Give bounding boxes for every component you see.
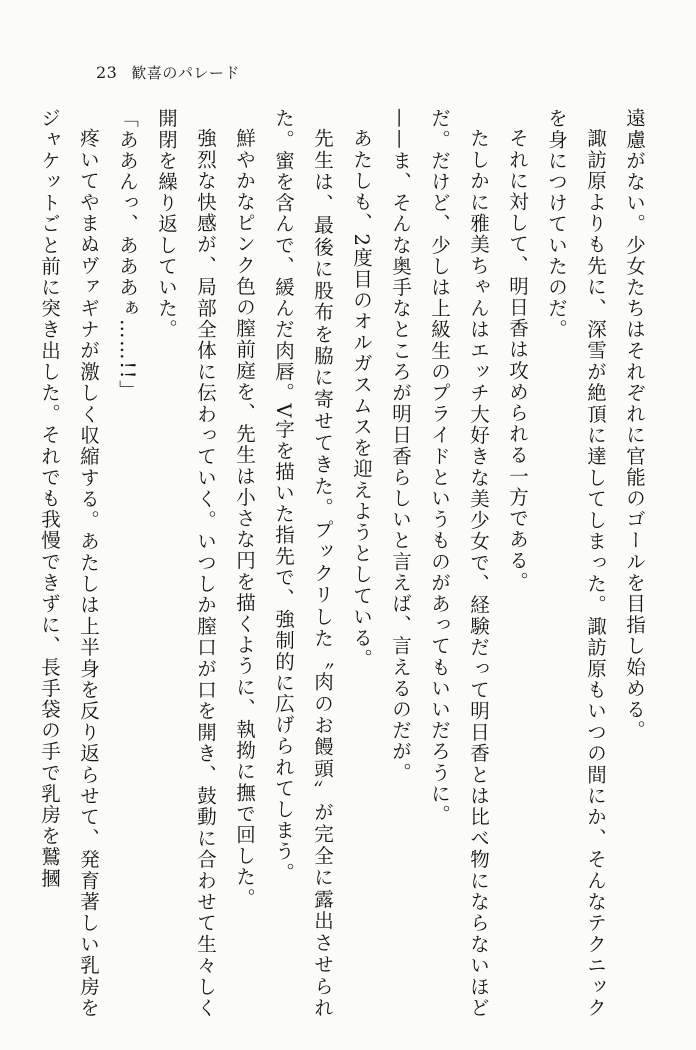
- paragraph: あたしも、2度目のオルガスムスを迎えようとしている。: [350, 127, 373, 670]
- paragraph: たしかに雅美ちゃんはエッチ大好きな美少女で、経験だって明日香とは比べ物にならないほどだ。だけど、少しは上級生のプライドというものがあってもいいだろうに。: [428, 108, 490, 1018]
- paragraph: 強烈な快感が、局部全体に伝わっていく。いつしか膣口が口を開き、鼓動に合わせて生々しく開閉を繰り返していた。: [155, 108, 217, 1018]
- paragraph: 疼いてやまぬヴァギナが激しく収縮する。あたしは上半身を反り返らせて、発育著しい乳房をジャケットごと前に突き出した。それでも我慢できずに、長手袋の手で乳房を鷲摑: [38, 108, 100, 1018]
- body-text: [38, 108, 654, 1018]
- paragraph: ——ま、そんな奥手なところが明日香らしいと言えば、言えるのだが。: [389, 108, 412, 784]
- paragraph: 遠慮がない。少女たちはそれぞれに官能のゴールを目指し始める。: [623, 108, 646, 741]
- running-title: 歓喜のパレード: [131, 64, 240, 82]
- folio-number: 23: [96, 63, 118, 82]
- paragraph: 鮮やかなピンク色の膣前庭を、先生は小さな円を描くように、執拗に撫で回した。: [233, 127, 256, 909]
- page-header: [96, 62, 240, 83]
- paragraph: 「ああんっ、あああぁ……!!」: [116, 108, 139, 402]
- paragraph: 諏訪原よりも先に、深雪が絶頂に達してしまった。諏訪原もいつの間にか、そんなテクニックを身につけていたのだ。: [545, 108, 607, 1018]
- paragraph: 先生は、最後に股布を脇に寄せてきた。プックリした〝肉のお饅頭〟が完全に露出させられた。蜜を含んで、緩んだ肉唇。V字を描いた指先で、強制的に広げられてしまう。: [272, 108, 334, 1018]
- paragraph: それに対して、明日香は攻められる一方である。: [506, 127, 529, 592]
